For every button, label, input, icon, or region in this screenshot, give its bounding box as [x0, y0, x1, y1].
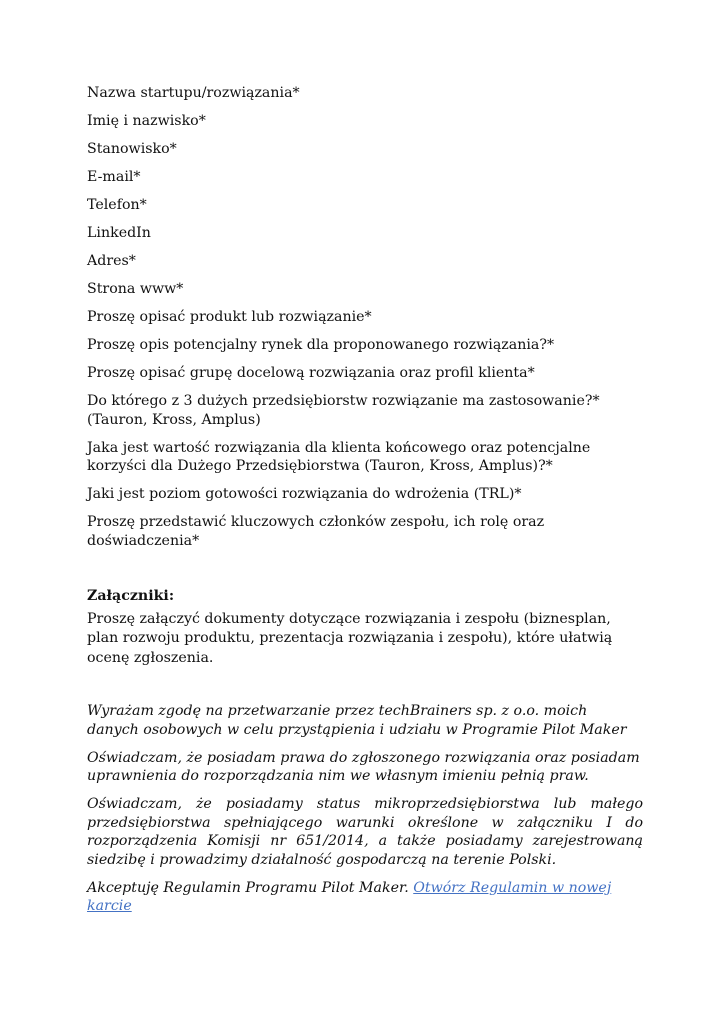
attachments-text: Proszę załączyć dokumenty dotyczące rozwiązania i zespołu (biznesplan, plan rozwoju produktu, prezentacja rozwiązania i zespołu), które ułatwią ocenę zgłoszenia. — [87, 610, 613, 666]
field-phone: Telefon* — [87, 197, 147, 213]
consent-data-processing: Wyrażam zgodę na przetwarzanie przez techBrainers sp. z o.o. moich danych osobowych w celu przystąpienia i udziału w Programie Pilot Maker — [87, 703, 627, 738]
field-trl: Jaki jest poziom gotowości rozwiązania do wdrożenia (TRL)* — [87, 486, 522, 502]
field-email: E-mail* — [87, 169, 141, 185]
field-address: Adres* — [87, 253, 136, 269]
consent-rights: Oświadczam, że posiadam prawa do zgłoszonego rozwiązania oraz posiadam uprawnienia do rozporządzania nim we własnym imieniu pełnią praw. — [87, 749, 640, 784]
field-full-name: Imię i nazwisko* — [87, 113, 206, 129]
open-regulations-link[interactable]: Otwórz Regulamin w nowej karcie — [87, 879, 612, 914]
consent-regulations — [87, 879, 643, 916]
document-page — [87, 84, 643, 925]
field-position: Stanowisko* — [87, 141, 177, 157]
field-linkedin: LinkedIn — [87, 225, 151, 241]
attachments-title: Załączniki: — [87, 588, 175, 604]
field-target-group: Proszę opisać grupę docelową rozwiązania oraz profil klienta* — [87, 365, 535, 381]
field-product-description: Proszę opisać produkt lub rozwiązanie* — [87, 309, 372, 325]
consent-sme-status: Oświadczam, że posiadamy status mikroprzedsiębiorstwa lub małego przedsiębiorstwa spełniającego warunki określone w załączniku I do rozporządzenia Komisji nr 651/2014, a także posiadamy zarejestrowaną siedzibę i prowadzimy działalność gospodarczą na terenie Polski. — [87, 796, 643, 868]
field-enterprise: Do którego z 3 dużych przedsiębiorstw rozwiązanie ma zastosowanie?* (Tauron, Kross, Amplus) — [87, 393, 600, 428]
field-value: Jaka jest wartość rozwiązania dla klienta końcowego oraz potencjalne korzyści dla Dużego Przedsiębiorstwa (Tauron, Kross, Amplus)?* — [87, 439, 591, 474]
field-team: Proszę przedstawić kluczowych członków zespołu, ich rolę oraz doświadczenia* — [87, 514, 545, 549]
field-website: Strona www* — [87, 281, 184, 297]
field-market: Proszę opis potencjalny rynek dla proponowanego rozwiązania?* — [87, 337, 555, 353]
field-startup-name: Nazwa startupu/rozwiązania* — [87, 85, 300, 101]
regulations-text: Akceptuję Regulamin Programu Pilot Maker. — [87, 879, 409, 896]
